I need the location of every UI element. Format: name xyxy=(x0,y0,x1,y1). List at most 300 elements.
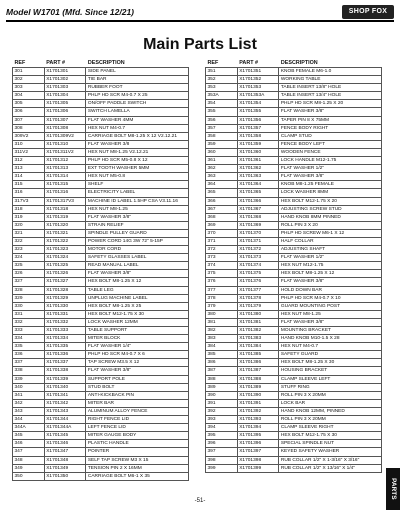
description-cell: HAND KNOB 8MM PINNED xyxy=(279,213,382,221)
ref-cell: 383 xyxy=(206,335,238,343)
description-cell: EXT TOOTH WASHER 5MM xyxy=(86,165,189,173)
ref-cell: 334 xyxy=(13,335,45,343)
description-cell: HALF COLLAR xyxy=(279,237,382,245)
part-number-cell: X1701378 xyxy=(237,294,279,302)
part-number-cell: X1701349 xyxy=(44,464,86,472)
model-title: Model W1701 (Mfd. Since 12/21) xyxy=(6,7,135,17)
part-number-cell: X1701315 xyxy=(44,181,86,189)
part-number-cell: X1701395 xyxy=(237,432,279,440)
table-row xyxy=(13,157,189,165)
table-row xyxy=(206,68,382,76)
part-number-cell: X1701312 xyxy=(44,157,86,165)
description-cell: HEX BOLT M8-1.25 X 30 xyxy=(279,359,382,367)
part-number-cell: X1701326 xyxy=(44,270,86,278)
description-cell: FLAT WASHER 3/8" xyxy=(86,367,189,375)
ref-cell: 364 xyxy=(206,181,238,189)
part-number-cell: X1701351 xyxy=(237,68,279,76)
description-cell: PLASTIC HANDLE xyxy=(86,440,189,448)
part-number-cell: X1701324 xyxy=(44,254,86,262)
part-number-cell: X1701391 xyxy=(237,399,279,407)
parts-section-tab: PARTS xyxy=(386,468,400,510)
ref-cell: 398 xyxy=(206,456,238,464)
part-number-cell: X1701361 xyxy=(237,157,279,165)
part-number-cell: X1701308 xyxy=(44,124,86,132)
ref-cell: 355 xyxy=(206,108,238,116)
part-number-cell: X1701386 xyxy=(237,359,279,367)
ref-cell: 319 xyxy=(13,213,45,221)
ref-cell: 362 xyxy=(206,165,238,173)
description-cell: RIGHT FENCE LID xyxy=(86,416,189,424)
ref-cell: 359 xyxy=(206,140,238,148)
table-row xyxy=(206,286,382,294)
ref-cell: 322 xyxy=(13,237,45,245)
ref-cell: 325 xyxy=(13,262,45,270)
table-row xyxy=(13,124,189,132)
ref-cell: 374 xyxy=(206,262,238,270)
part-number-cell: X1701304 xyxy=(44,92,86,100)
part-number-cell: X1701389 xyxy=(237,383,279,391)
parts-table-left-body xyxy=(13,68,189,481)
table-row xyxy=(13,278,189,286)
part-number-cell: X1701345 xyxy=(44,432,86,440)
ref-cell: 340 xyxy=(13,383,45,391)
description-cell: KEYED SAFETY WASHER xyxy=(279,448,382,456)
description-cell: ADJUSTING SCREW STUD xyxy=(279,205,382,213)
part-number-cell: X1701306 xyxy=(44,108,86,116)
ref-cell: 347 xyxy=(13,448,45,456)
ref-cell: 311V2 xyxy=(13,148,45,156)
description-cell: FLAT WASHER 3/8" xyxy=(279,318,382,326)
description-cell: TABLE SUPPORT xyxy=(86,327,189,335)
ref-cell: 338 xyxy=(13,367,45,375)
table-row xyxy=(206,327,382,335)
description-cell: KNOB M8-1.25 FEMALE xyxy=(279,181,382,189)
ref-cell: 303 xyxy=(13,84,45,92)
description-cell: KNOB FEMALE M6-1.0 xyxy=(279,68,382,76)
table-row xyxy=(206,237,382,245)
table-row xyxy=(206,302,382,310)
description-cell: FLAT WASHER 3/8" xyxy=(86,213,189,221)
ref-cell: 368 xyxy=(206,213,238,221)
description-cell: HOUSING BRACKET xyxy=(279,367,382,375)
part-number-cell: X1701321 xyxy=(44,229,86,237)
ref-cell: 378 xyxy=(206,294,238,302)
part-number-cell: X1701394 xyxy=(237,424,279,432)
table-row xyxy=(206,262,382,270)
description-cell: HEX NUT M8-1.25 xyxy=(279,310,382,318)
description-cell: TABLE LEG xyxy=(86,286,189,294)
ref-cell: 321 xyxy=(13,229,45,237)
table-row xyxy=(13,221,189,229)
table-row xyxy=(13,302,189,310)
part-number-cell: X1701341 xyxy=(44,391,86,399)
column-header-part: PART # xyxy=(46,60,66,66)
part-number-cell: X1701339 xyxy=(44,375,86,383)
description-cell: TABLE INSERT 13/4" HOLE xyxy=(279,92,382,100)
part-number-cell: X1701380 xyxy=(237,310,279,318)
table-row xyxy=(206,440,382,448)
description-cell: SELF TAP SCREW M3 X 15 xyxy=(86,456,189,464)
ref-cell: 366 xyxy=(206,197,238,205)
part-number-cell: X1701335 xyxy=(44,343,86,351)
part-number-cell: X1701346 xyxy=(44,440,86,448)
description-cell: UNPLUG MACHINE LABEL xyxy=(86,294,189,302)
column-header-part: PART # xyxy=(239,60,259,66)
part-number-cell: X1701347 xyxy=(44,448,86,456)
part-number-cell: X1701356 xyxy=(237,116,279,124)
ref-cell: 363 xyxy=(206,173,238,181)
description-cell: READ MANUAL LABEL xyxy=(86,262,189,270)
description-cell: MITER BAR xyxy=(86,399,189,407)
table-row xyxy=(13,294,189,302)
ref-cell: 317V3 xyxy=(13,197,45,205)
ref-cell: 372 xyxy=(206,246,238,254)
ref-cell: 377 xyxy=(206,286,238,294)
table-row xyxy=(206,432,382,440)
table-row xyxy=(206,92,382,100)
part-number-cell: X1701367 xyxy=(237,205,279,213)
description-cell: FLAT WASHER 3/8" xyxy=(279,278,382,286)
part-number-cell: X1701325 xyxy=(44,262,86,270)
page-number: -51- xyxy=(194,498,206,504)
part-number-cell: X1701332 xyxy=(44,318,86,326)
part-number-cell: X1701323 xyxy=(44,246,86,254)
ref-cell: 386 xyxy=(206,359,238,367)
part-number-cell: X1701344A xyxy=(44,424,86,432)
ref-cell: 344A xyxy=(13,424,45,432)
table-row xyxy=(206,116,382,124)
table-row xyxy=(206,181,382,189)
description-cell: FLAT WASHER 4MM xyxy=(86,116,189,124)
table-row xyxy=(206,351,382,359)
table-row xyxy=(13,335,189,343)
part-number-cell: X1701393 xyxy=(237,416,279,424)
description-cell: ON/OFF PADDLE SWITCH xyxy=(86,100,189,108)
ref-cell: 354 xyxy=(206,100,238,108)
part-number-cell: X1701359 xyxy=(237,140,279,148)
description-cell: POINTER xyxy=(86,448,189,456)
description-cell: WOODEN FENCE xyxy=(279,148,382,156)
ref-cell: 302 xyxy=(13,76,45,84)
ref-cell: 310 xyxy=(13,140,45,148)
description-cell: RUB COLLAR 1/2" X 1-3/16" X 3/16" xyxy=(279,456,382,464)
ref-cell: 337 xyxy=(13,359,45,367)
ref-cell: 384 xyxy=(206,343,238,351)
description-cell: PHLP HD SCR M4-0.7 X 25 xyxy=(86,92,189,100)
ref-cell: 330 xyxy=(13,302,45,310)
table-row xyxy=(13,213,189,221)
description-cell: HEX BOLT M12-1.75 X 30 xyxy=(86,310,189,318)
table-row xyxy=(13,472,189,480)
description-cell: TAP SCREW M3.5 X 12 xyxy=(86,359,189,367)
description-cell: ANTI-KICKBACK PIN xyxy=(86,391,189,399)
part-number-cell: X1701397 xyxy=(237,448,279,456)
description-cell: LOCK HANDLE M12-1.75 xyxy=(279,157,382,165)
description-cell: STUD BOLT xyxy=(86,383,189,391)
table-row xyxy=(206,294,382,302)
part-number-cell: X1701307 xyxy=(44,116,86,124)
ref-cell: 312 xyxy=(13,157,45,165)
table-row xyxy=(13,165,189,173)
description-cell: LOCK WASHER 12MM xyxy=(86,318,189,326)
description-cell: LOCK BAR xyxy=(279,399,382,407)
ref-cell: 301 xyxy=(13,68,45,76)
part-number-cell: X1701328 xyxy=(44,286,86,294)
table-row xyxy=(206,254,382,262)
table-row xyxy=(13,310,189,318)
description-cell: SWITCH LAMELLA xyxy=(86,108,189,116)
description-cell: MITER GAUGE BODY xyxy=(86,432,189,440)
part-number-cell: X1701384 xyxy=(237,343,279,351)
table-row xyxy=(13,173,189,181)
part-number-cell: X1701352 xyxy=(237,76,279,84)
ref-cell: 320 xyxy=(13,221,45,229)
part-number-cell: X1701330 xyxy=(44,302,86,310)
ref-cell: 356 xyxy=(206,116,238,124)
part-number-cell: X1701396 xyxy=(237,440,279,448)
description-cell: RUB COLLAR 1/2" X 13/16" X 1/4" xyxy=(279,464,382,472)
description-cell: CARRIAGE BOLT M6-1 X 35 xyxy=(86,472,189,480)
part-number-cell: X1701316 xyxy=(44,189,86,197)
description-cell: FLAT WASHER 3/8" xyxy=(279,108,382,116)
table-row xyxy=(206,424,382,432)
ref-cell: 380 xyxy=(206,310,238,318)
table-row xyxy=(206,278,382,286)
part-number-cell: X1701303 xyxy=(44,84,86,92)
ref-cell: 327 xyxy=(13,278,45,286)
part-number-cell: X1701317V3 xyxy=(44,197,86,205)
part-number-cell: X1701302 xyxy=(44,76,86,84)
description-cell: ROLL PIN 3 X 20MM xyxy=(279,391,382,399)
part-number-cell: X1701319 xyxy=(44,213,86,221)
description-cell: FENCE BODY LEFT xyxy=(279,140,382,148)
part-number-cell: X1701331 xyxy=(44,310,86,318)
description-cell: PHLP HD SCR M8-1.25 X 20 xyxy=(279,100,382,108)
table-row xyxy=(206,359,382,367)
description-cell: POWER CORD 14G 3W 72" 5-15P xyxy=(86,237,189,245)
ref-cell: 389 xyxy=(206,383,238,391)
part-number-cell: X1701336 xyxy=(44,351,86,359)
column-header-description: DESCRIPTION xyxy=(87,60,125,66)
description-cell: CLAMP STUD xyxy=(279,132,382,140)
ref-cell: 344 xyxy=(13,416,45,424)
part-number-cell: X1701337 xyxy=(44,359,86,367)
part-number-cell: X1701383 xyxy=(237,335,279,343)
description-cell: HEX BOLT M8-1.25 X 12 xyxy=(279,270,382,278)
part-number-cell: X1701369 xyxy=(237,221,279,229)
part-number-cell: X1701334 xyxy=(44,335,86,343)
description-cell: SIDE PANEL xyxy=(86,68,189,76)
table-row xyxy=(13,237,189,245)
ref-cell: 332 xyxy=(13,318,45,326)
part-number-cell: X1701314 xyxy=(44,173,86,181)
table-row xyxy=(13,456,189,464)
ref-cell: 371 xyxy=(206,237,238,245)
ref-cell: 314 xyxy=(13,173,45,181)
table-row xyxy=(13,391,189,399)
part-number-cell: X1701363 xyxy=(237,173,279,181)
ref-cell: 304 xyxy=(13,92,45,100)
table-row xyxy=(206,100,382,108)
table-row xyxy=(13,270,189,278)
ref-cell: 348 xyxy=(13,456,45,464)
ref-cell: 342 xyxy=(13,399,45,407)
table-row xyxy=(206,375,382,383)
description-cell: MACHINE ID LABEL 1.5HP CSA V3.11.16 xyxy=(86,197,189,205)
description-cell: SPINDLE PULLEY GUARD xyxy=(86,229,189,237)
ref-cell: 369 xyxy=(206,221,238,229)
part-number-cell: X1701348 xyxy=(44,456,86,464)
part-number-cell: X1701355 xyxy=(237,108,279,116)
table-row xyxy=(206,399,382,407)
description-cell: HEX NUT M5-0.8 xyxy=(86,173,189,181)
header-rule xyxy=(6,20,394,22)
table-row xyxy=(13,416,189,424)
part-number-cell: X1701375 xyxy=(237,270,279,278)
parts-table-right-body xyxy=(206,68,382,473)
table-row xyxy=(13,399,189,407)
table-row xyxy=(206,246,382,254)
table-row xyxy=(13,367,189,375)
part-number-cell: X1701340 xyxy=(44,383,86,391)
table-row xyxy=(206,310,382,318)
part-number-cell: X1701366 xyxy=(237,197,279,205)
description-cell: FLAT WASHER 1/2" xyxy=(279,254,382,262)
ref-cell: 346 xyxy=(13,440,45,448)
ref-cell: 318 xyxy=(13,205,45,213)
table-row xyxy=(206,84,382,92)
page-title: Main Parts List xyxy=(143,36,257,53)
description-cell: STRAIN RELIEF xyxy=(86,221,189,229)
part-number-cell: X1701310 xyxy=(44,140,86,148)
description-cell: ELECTRICITY LABEL xyxy=(86,189,189,197)
ref-cell: 331 xyxy=(13,310,45,318)
table-row xyxy=(206,318,382,326)
description-cell: HEX NUT M8-1.25 xyxy=(86,205,189,213)
table-row xyxy=(206,124,382,132)
part-number-cell: X1701398 xyxy=(237,456,279,464)
table-row xyxy=(13,205,189,213)
table-row xyxy=(13,318,189,326)
description-cell: SHELF xyxy=(86,181,189,189)
part-number-cell: X1701320 xyxy=(44,221,86,229)
ref-cell: 375 xyxy=(206,270,238,278)
ref-cell: 376 xyxy=(206,278,238,286)
ref-cell: 394 xyxy=(206,424,238,432)
table-row xyxy=(206,197,382,205)
part-number-cell: X1701353 xyxy=(237,84,279,92)
description-cell: PHLP HD SCR M4-0.7 X 6 xyxy=(86,351,189,359)
parts-table-right xyxy=(205,59,382,473)
ref-cell: 358 xyxy=(206,132,238,140)
ref-cell: 357 xyxy=(206,124,238,132)
description-cell: SAFETY GLASSES LABEL xyxy=(86,254,189,262)
ref-cell: 396 xyxy=(206,440,238,448)
description-cell: PHLP HD SCR M5-0.8 X 12 xyxy=(86,157,189,165)
ref-cell: 350 xyxy=(13,472,45,480)
part-number-cell: X1701399 xyxy=(237,464,279,472)
description-cell: CLAMP SLEEVE LEFT xyxy=(279,375,382,383)
ref-cell: 397 xyxy=(206,448,238,456)
table-row xyxy=(206,173,382,181)
ref-cell: 336 xyxy=(13,351,45,359)
ref-cell: 361 xyxy=(206,157,238,165)
ref-cell: 399 xyxy=(206,464,238,472)
part-number-cell: X1701373 xyxy=(237,254,279,262)
table-row xyxy=(13,359,189,367)
ref-cell: 328 xyxy=(13,286,45,294)
description-cell: ALUMINUM ALLOY FENCE xyxy=(86,407,189,415)
table-row xyxy=(13,68,189,76)
part-number-cell: X1701372 xyxy=(237,246,279,254)
table-row xyxy=(206,407,382,415)
ref-cell: 309V2 xyxy=(13,132,45,140)
table-row xyxy=(13,383,189,391)
description-cell: ADJUSTING SHAFT xyxy=(279,246,382,254)
table-row xyxy=(13,84,189,92)
part-number-cell: X1701365 xyxy=(237,189,279,197)
description-cell: MITER BLOCK xyxy=(86,335,189,343)
description-cell: FLAT WASHER 3/8" xyxy=(279,173,382,181)
part-number-cell: X1701364 xyxy=(237,181,279,189)
description-cell: HAND KNOB 12MM, PINNED xyxy=(279,407,382,415)
ref-cell: 316 xyxy=(13,189,45,197)
description-cell: HOLD DOWN BAR xyxy=(279,286,382,294)
ref-cell: 339 xyxy=(13,375,45,383)
ref-cell: 329 xyxy=(13,294,45,302)
description-cell: LEFT FENCE LID xyxy=(86,424,189,432)
description-cell: ROLL PIN 3 X 20MM xyxy=(279,416,382,424)
ref-cell: 306 xyxy=(13,108,45,116)
description-cell: MOUNTING BRACKET xyxy=(279,327,382,335)
table-row xyxy=(13,181,189,189)
part-number-cell: X1701357 xyxy=(237,124,279,132)
part-number-cell: X1701392 xyxy=(237,407,279,415)
ref-cell: 392 xyxy=(206,407,238,415)
part-number-cell: X1701333 xyxy=(44,327,86,335)
table-row xyxy=(206,205,382,213)
part-number-cell: X1701353A xyxy=(237,92,279,100)
part-number-cell: X1701311V2 xyxy=(44,148,86,156)
description-cell: TENSION PIN 2 X 16MM xyxy=(86,464,189,472)
description-cell: GUARD MOUNTING POST xyxy=(279,302,382,310)
part-number-cell: X1701390 xyxy=(237,391,279,399)
description-cell: RUBBER FOOT xyxy=(86,84,189,92)
part-number-cell: X1701358 xyxy=(237,132,279,140)
part-number-cell: X1701344 xyxy=(44,416,86,424)
part-number-cell: X1701342 xyxy=(44,399,86,407)
part-number-cell: X1701343 xyxy=(44,407,86,415)
table-row xyxy=(206,464,382,472)
table-row xyxy=(13,100,189,108)
table-header-row xyxy=(206,59,382,68)
part-number-cell: X1701322 xyxy=(44,237,86,245)
table-row xyxy=(206,416,382,424)
table-row xyxy=(13,148,189,156)
table-row xyxy=(13,407,189,415)
ref-cell: 345 xyxy=(13,432,45,440)
description-cell: FLAT WASHER 3/8 xyxy=(86,140,189,148)
table-row xyxy=(206,132,382,140)
table-row xyxy=(13,132,189,140)
table-row xyxy=(13,197,189,205)
part-number-cell: X1701329 xyxy=(44,294,86,302)
ref-cell: 351 xyxy=(206,68,238,76)
part-number-cell: X1701387 xyxy=(237,367,279,375)
ref-cell: 388 xyxy=(206,375,238,383)
ref-cell: 305 xyxy=(13,100,45,108)
table-row xyxy=(13,108,189,116)
